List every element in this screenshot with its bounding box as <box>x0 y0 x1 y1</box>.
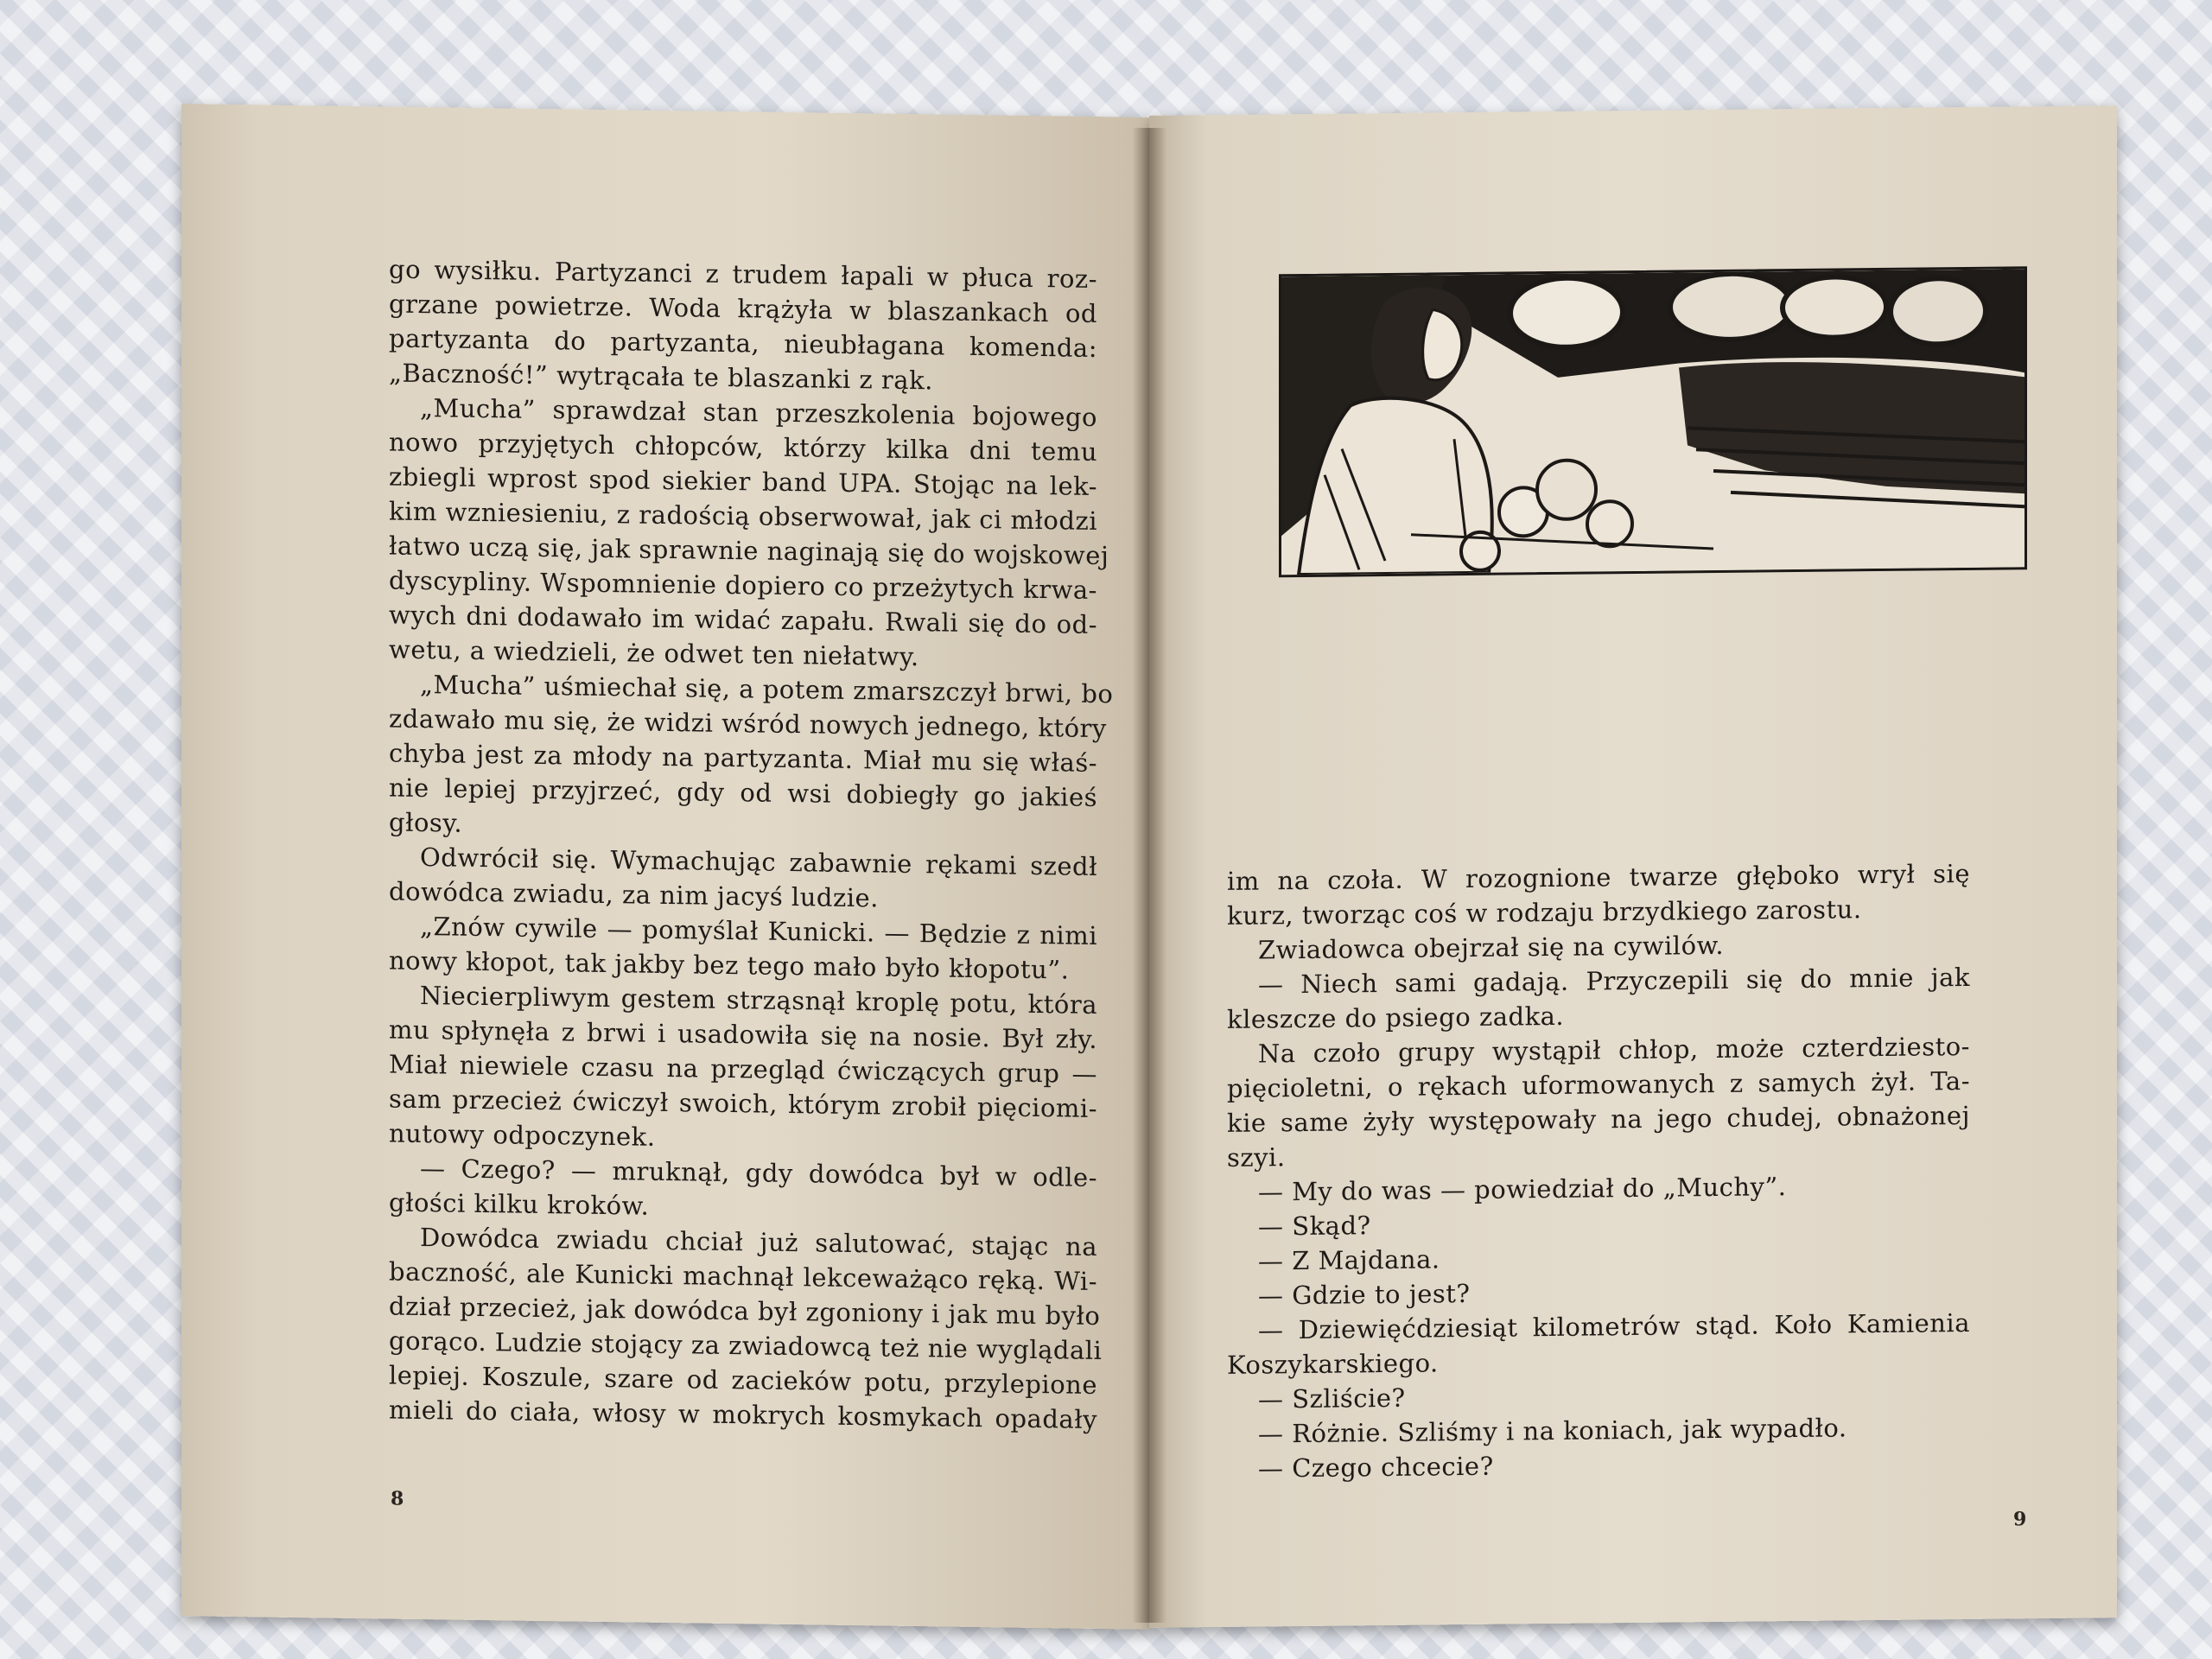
right-page-text <box>1227 856 1970 1486</box>
text-line: lepiej. Koszule, szare od zacieków potu, przylepione <box>389 1360 1097 1400</box>
text-line: głosy. <box>389 807 463 838</box>
page-number-left: 8 <box>391 1487 404 1510</box>
text-line: — My do was — powiedział do „Muchy”. <box>1258 1172 1787 1207</box>
text-line: — Czego chcecie? <box>1258 1451 1494 1484</box>
right-page <box>1149 105 2117 1628</box>
text-line: grzane powietrze. Woda krążyła w blaszankach od <box>389 289 1097 328</box>
text-line: głości kilku kroków. <box>389 1187 650 1221</box>
text-line: — Czego? — mruknął, gdy dowódca był w odle- <box>420 1154 1097 1192</box>
text-line: Zwiadowca obejrzał się na cywilów. <box>1258 930 1725 965</box>
text-line: baczność, ale Kunicki machnął lekceważąco ręką. Wi- <box>389 1256 1097 1296</box>
text-line: dowódca zwiadu, za nim jacyś ludzie. <box>389 876 879 913</box>
text-line: Na czoło grupy wystąpił chłop, może czterdziesto- <box>1258 1031 1970 1069</box>
text-line: kie same żyły występowały na jego chudej, obnażonej <box>1227 1100 1970 1138</box>
text-line: dyscypliny. Wspomnienie dopiero co przeżytych krwa- <box>389 565 1097 605</box>
text-line: — Skąd? <box>1258 1211 1371 1242</box>
left-page <box>181 104 1149 1630</box>
text-line: — Różnie. Szliśmy i na koniach, jak wypadło. <box>1258 1413 1847 1449</box>
text-line: nowy kłopot, tak jakby bez tego mało było kłopotu”. <box>389 945 1070 985</box>
text-line: Koszykarskiego. <box>1227 1348 1439 1380</box>
text-line: „Baczność!” wytrącała te blaszanki z rąk. <box>389 358 933 396</box>
text-line: im na czoła. W rozognione twarze głęboko wrył się <box>1227 858 1970 896</box>
left-page-text <box>389 252 1114 1437</box>
text-line: partyzanta do partyzanta, nieubłagana komenda: <box>389 323 1097 363</box>
text-line: wetu, a wiedzieli, że odwet ten niełatwy. <box>389 634 919 672</box>
text-line: nowo przyjętych chłopców, którzy kilka dni temu <box>389 427 1097 467</box>
text-line: sam przecież ćwiczył swoich, którym zrobił pięciomi- <box>389 1084 1097 1123</box>
text-line: Niecierpliwym gestem strząsnął kroplę potu, która <box>420 981 1097 1020</box>
illustration <box>1279 266 2027 577</box>
text-line: go wysiłku. Partyzanci z trudem łapali w płuca roz- <box>389 254 1097 294</box>
woman-with-flowers-icon <box>1281 269 2024 575</box>
page-number-right: 9 <box>2013 1508 2027 1531</box>
text-line: — Szliście? <box>1258 1382 1406 1414</box>
text-line: chyba jest za młody na partyzanta. Miał mu się właś- <box>389 738 1097 778</box>
text-line: Odwrócił się. Wymachując zabawnie rękami szedł <box>420 842 1097 881</box>
text-line: zbiegli wprost spod siekier band UPA. Stojąc na lek- <box>389 461 1097 501</box>
text-line: zdawało mu się, że widzi wśród nowych jednego, który <box>389 703 1107 744</box>
text-line: pięcioletni, o rękach uformowanych z samych żył. Ta- <box>1227 1065 1970 1103</box>
text-line: — Dziewięćdziesiąt kilometrów stąd. Koło Kamienia <box>1258 1307 1970 1345</box>
text-line: szyi. <box>1227 1142 1286 1173</box>
text-line: — Z Majdana. <box>1258 1244 1440 1276</box>
text-line: „Mucha” uśmiechał się, a potem zmarszczył brwi, bo <box>420 670 1114 709</box>
text-line: kim wzniesieniu, z radością obserwował, jak ci młodzi <box>389 496 1097 536</box>
text-line: — Gdzie to jest? <box>1258 1278 1471 1311</box>
text-line: kurz, tworząc coś w rodzaju brzydkiego zarostu. <box>1227 894 1862 931</box>
text-line: nie lepiej przyjrzeć, gdy od wsi dobiegły go jakieś <box>389 772 1097 812</box>
text-line: mieli do ciała, włosy w mokrych kosmykach opadały <box>389 1395 1097 1434</box>
text-line: „Mucha” sprawdzał stan przeszkolenia bojowego <box>420 393 1097 432</box>
text-line: Dowódca zwiadu chciał już salutować, stając na <box>420 1223 1097 1262</box>
text-line: łatwo uczą się, jak sprawnie naginają się do wojskowej <box>389 531 1109 571</box>
text-line: mu spłynęła z brwi i usadowiła się na nosie. Był zły. <box>389 1014 1097 1054</box>
text-line: „Znów cywile — pomyślał Kunicki. — Będzie z nimi <box>420 912 1097 950</box>
text-line: kleszcze do psiego zadka. <box>1227 1001 1565 1034</box>
text-line: gorąco. Ludzie stojący za zwiadowcą też nie wyglądali <box>389 1325 1103 1366</box>
text-line: Miał niewiele czasu na przegląd ćwiczących grup — <box>389 1049 1097 1089</box>
open-book <box>181 111 2117 1623</box>
text-line: dział przecież, jak dowódca był zgoniony i jak mu było <box>389 1291 1101 1332</box>
text-line: — Niech sami gadają. Przyczepili się do mnie jak <box>1258 962 1970 1000</box>
book-spine <box>1132 128 1166 1623</box>
text-line: nutowy odpoczynek. <box>389 1118 656 1152</box>
text-line: wych dni dodawało im widać zapału. Rwali się do od- <box>389 600 1097 639</box>
